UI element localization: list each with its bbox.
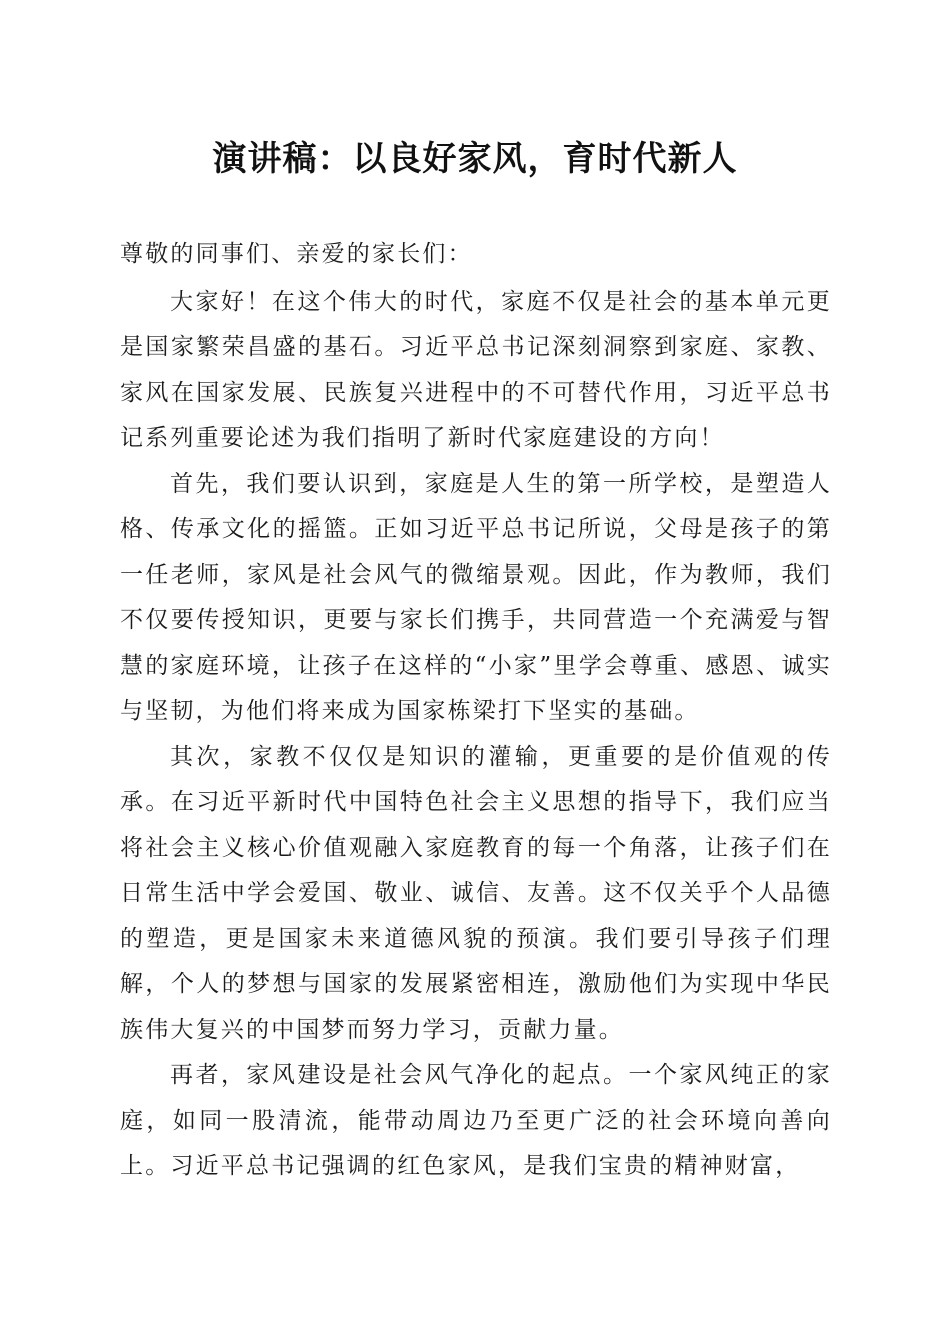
paragraph-first-point: 首先，我们要认识到，家庭是人生的第一所学校，是塑造人格、传承文化的摇篮。正如习近平总书记所说，父母是孩子的第一任老师，家风是社会风气的微缩景观。因此，作为教师，我们不仅要传授知识，更要与家长们携手，共同营造一个充满爱与智慧的家庭环境，让孩子在这样的“小家”里学会尊重、感恩、诚实与坚韧，为他们将来成为国家栋梁打下坚实的基础。 xyxy=(120,470,832,724)
paragraph-third-point: 再者，家风建设是社会风气净化的起点。一个家风纯正的家庭，如同一股清流，能带动周边乃至更广泛的社会环境向善向上。习近平总书记强调的红色家风，是我们宝贵的精神财富， xyxy=(120,1062,832,1179)
document-body xyxy=(120,232,832,1190)
document-title: 演讲稿：以良好家风，育时代新人 xyxy=(212,139,738,179)
paragraph-greeting: 大家好！在这个伟大的时代，家庭不仅是社会的基本单元更是国家繁荣昌盛的基石。习近平总书记深刻洞察到家庭、家教、家风在国家发展、民族复兴进程中的不可替代作用，习近平总书记系列重要论述为我们指明了新时代家庭建设的方向！ xyxy=(120,288,832,451)
paragraph-second-point: 其次，家教不仅仅是知识的灌输，更重要的是价值观的传承。在习近平新时代中国特色社会主义思想的指导下，我们应当将社会主义核心价值观融入家庭教育的每一个角落，让孩子们在日常生活中学会爱国、敬业、诚信、友善。这不仅关乎个人品德的塑造，更是国家未来道德风貌的预演。我们要引导孩子们理解，个人的梦想与国家的发展紧密相连，激励他们为实现中华民族伟大复兴的中国梦而努力学习，贡献力量。 xyxy=(120,743,832,1043)
salutation: 尊敬的同事们、亲爱的家长们： xyxy=(120,241,473,267)
